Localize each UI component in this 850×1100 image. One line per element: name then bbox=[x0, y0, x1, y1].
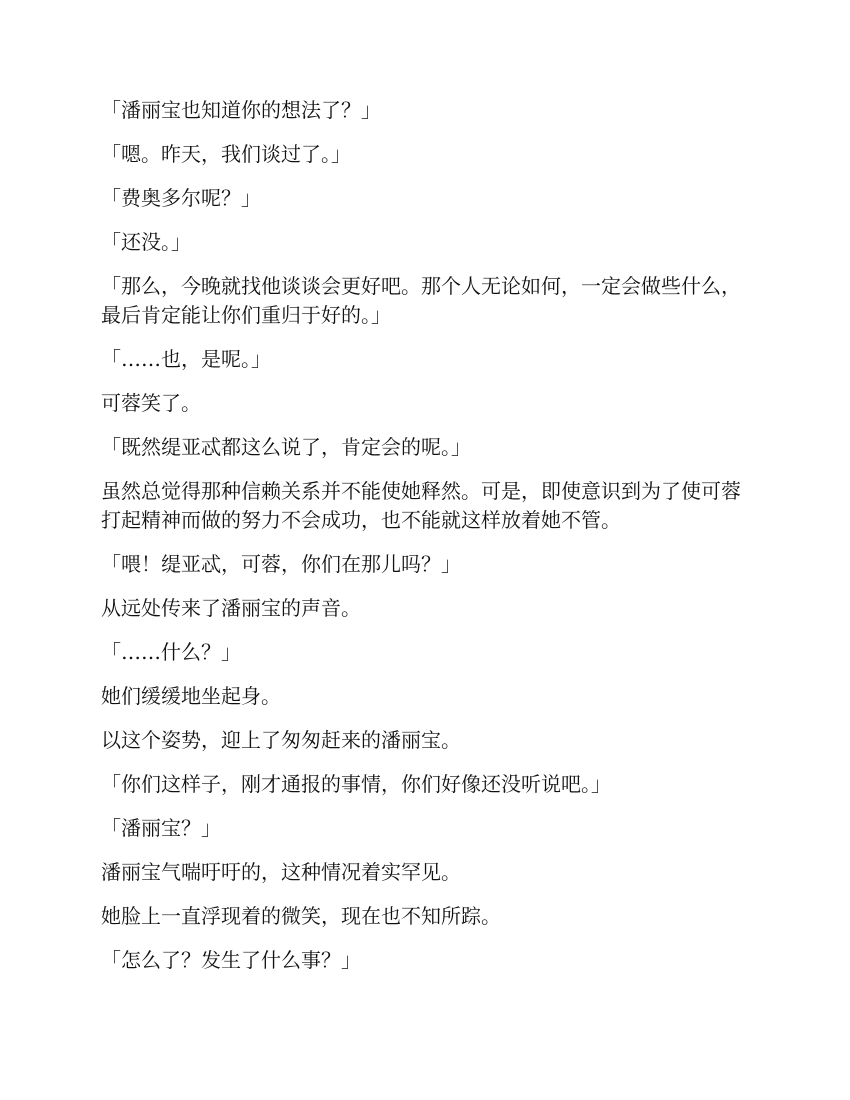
paragraph: 「怎么了？发生了什么事？」 bbox=[101, 948, 361, 972]
paragraph: 「……什么？」 bbox=[101, 640, 241, 664]
paragraph: 她们缓缓地坐起身。 bbox=[101, 684, 281, 708]
paragraph: 以这个姿势，迎上了匆匆赶来的潘丽宝。 bbox=[101, 728, 461, 752]
paragraph: 从远处传来了潘丽宝的声音。 bbox=[101, 596, 361, 620]
paragraph: 可蓉笑了。 bbox=[101, 391, 201, 415]
paragraph: 虽然总觉得那种信赖关系并不能使她释然。可是，即使意识到为了使可蓉打起精神而做的努力不会成功，也不能就这样放着她不管。 bbox=[101, 479, 741, 532]
paragraph: 「费奥多尔呢？」 bbox=[101, 186, 261, 210]
paragraph: 她脸上一直浮现着的微笑，现在也不知所踪。 bbox=[101, 904, 501, 928]
paragraph: 潘丽宝气喘吁吁的，这种情况着实罕见。 bbox=[101, 860, 461, 884]
paragraph: 「潘丽宝？」 bbox=[101, 816, 221, 840]
paragraph: 「那么，今晚就找他谈谈会更好吧。那个人无论如何，一定会做些什么，最后肯定能让你们重归于好的。」 bbox=[101, 274, 741, 327]
paragraph: 「潘丽宝也知道你的想法了？」 bbox=[101, 98, 381, 122]
paragraph: 「喂！缇亚忒，可蓉，你们在那儿吗？」 bbox=[101, 552, 461, 576]
paragraph: 「既然缇亚忒都这么说了，肯定会的呢。」 bbox=[101, 435, 471, 459]
paragraph: 「还没。」 bbox=[101, 230, 191, 254]
paragraph: 「……也，是呢。」 bbox=[101, 347, 271, 371]
document-body bbox=[101, 96, 751, 990]
paragraph: 「嗯。昨天，我们谈过了。」 bbox=[101, 142, 351, 166]
paragraph: 「你们这样子，刚才通报的事情，你们好像还没听说吧。」 bbox=[101, 772, 611, 796]
